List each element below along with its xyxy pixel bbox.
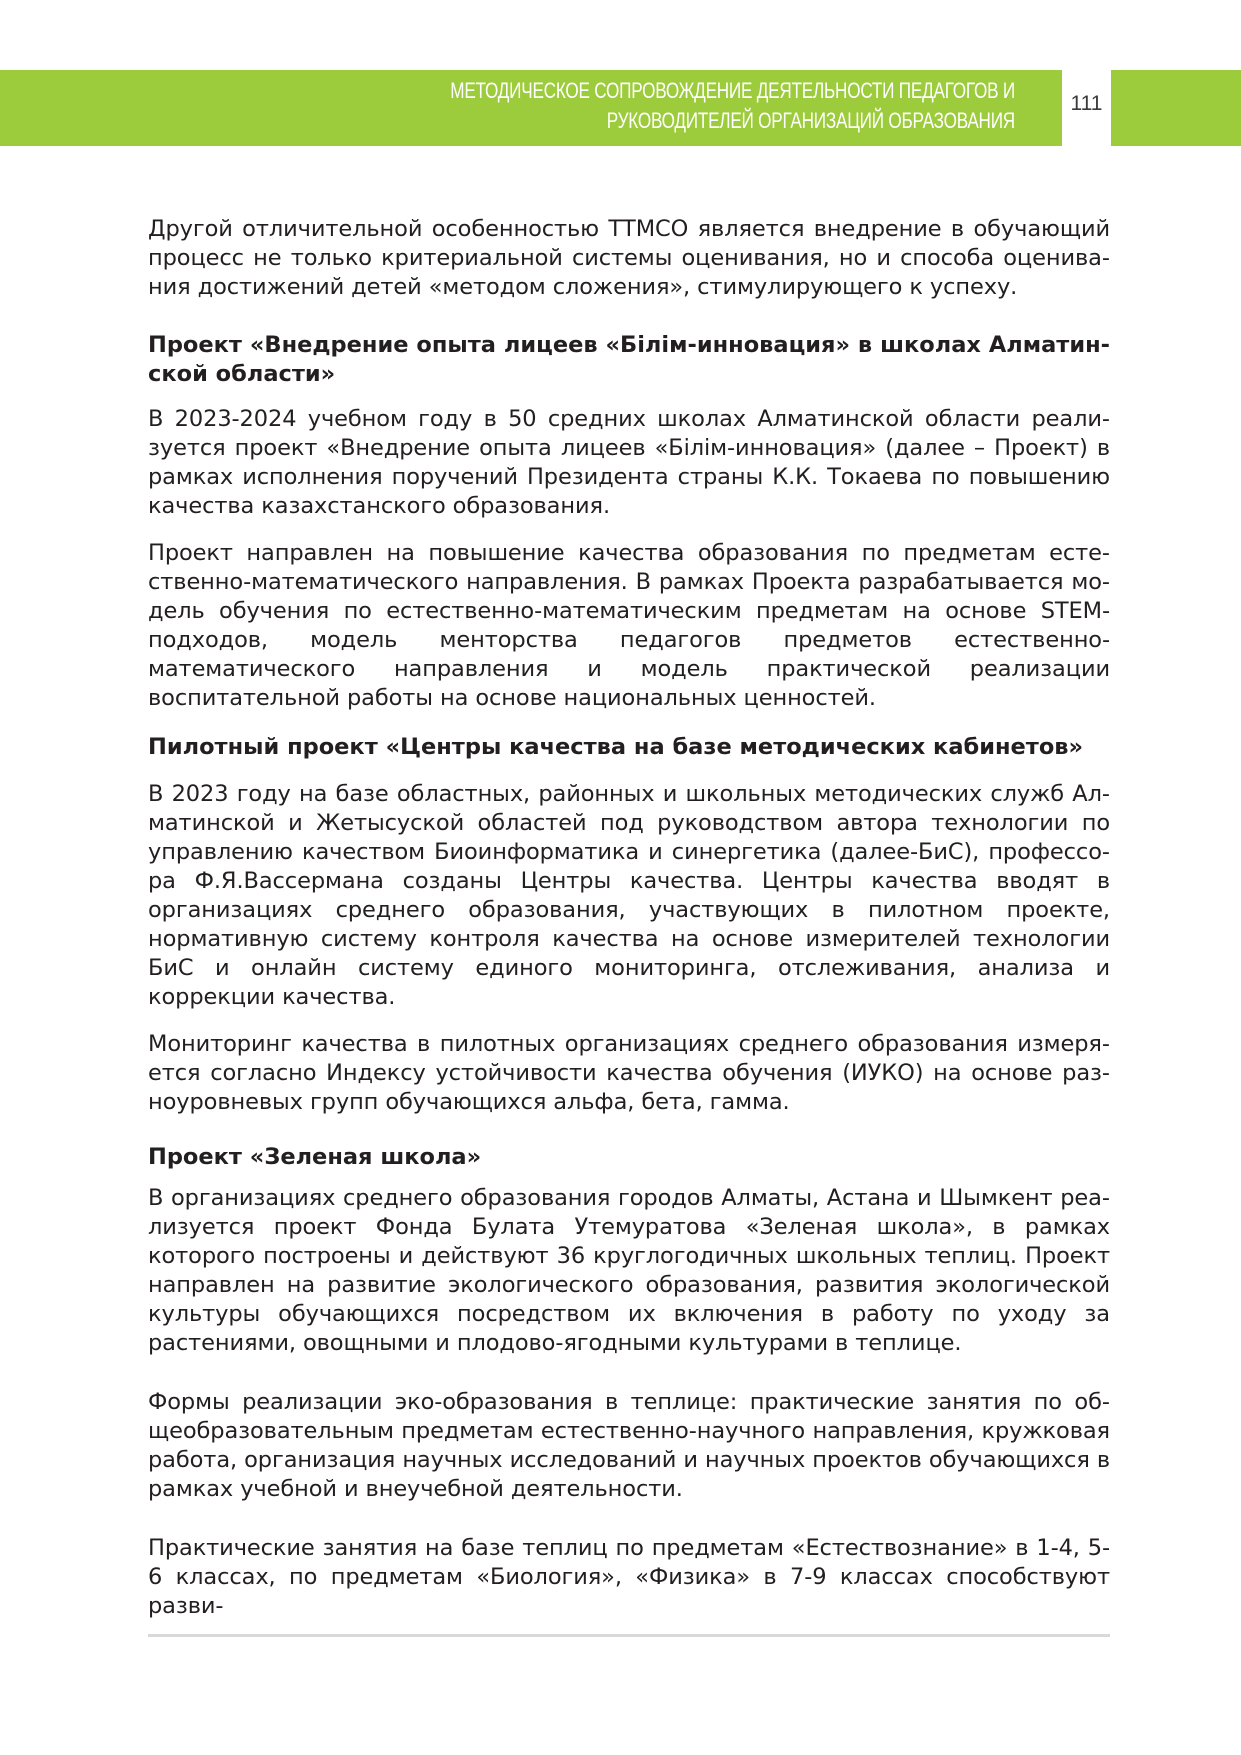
heading-green-school: Проект «Зеленая школа» [148, 1144, 482, 1170]
header-band-right [1111, 70, 1241, 146]
paragraph-project-intro: В 2023-2024 учебном году в 50 средних школах Алматинской области реализуется проект «Внедрение опыта лицеев «Білім-инновация» (далее – Проект) в рамках исполнения поручений Президента страны К.К. Токаева по повышению качества казахстанского образования. [148, 406, 1110, 519]
footer-divider [148, 1634, 1110, 1637]
paragraph-eco-education-forms: Формы реализации эко-образования в теплице: практические занятия по общеобразовательным предметам естественно-научного направления, кружковая работа, организация научных исследований и научных проектов обучающихся в рамках учебной и внеучебной деятельности. [148, 1389, 1110, 1502]
page-body [148, 215, 1110, 1621]
running-header-line-1: МЕТОДИЧЕСКОЕ СОПРОВОЖДЕНИЕ ДЕЯТЕЛЬНОСТИ ПЕДАГОГОВ И [450, 78, 1015, 103]
running-header-line-2: РУКОВОДИТЕЛЕЙ ОРГАНИЗАЦИЙ ОБРАЗОВАНИЯ [606, 108, 1015, 133]
paragraph-project-aims: Проект направлен на повышение качества образования по предметам естественно-математического направления. В рамках Проекта разрабатывается модель обучения по естественно-математическим предметам на основе STEM-подходов, модель менторства педагогов предметов естественно-математического направления и модель практической реализации воспитательной работы на основе национальных ценностей. [148, 540, 1110, 711]
paragraph-monitoring: Мониторинг качества в пилотных организациях среднего образования измеряется согласно Индексу устойчивости качества обучения (ИУКО) на основе разноуровневых групп обучающихся альфа, бета, гамма. [148, 1031, 1110, 1115]
paragraph-quality-centers: В 2023 году на базе областных, районных и школьных методических служб Алматинской и Жетысуской областей под руководством автора технологии по управлению качеством Биоинформатика и синергетика (далее-БиС), профессора Ф.Я.Вассермана созданы Центры качества. Центры качества вводят в организациях среднего образования, участвующих в пилотном проекте, нормативную систему контроля качества на основе измерителей технологии БиС и онлайн систему единого мониторинга, отслеживания, анализа и коррекции качества. [148, 781, 1110, 1010]
paragraph-practical-lessons: Практические занятия на базе теплиц по предметам «Естествознание» в 1-4, 5-6 классах, по предметам «Биология», «Физика» в 7-9 классах способствуют разви- [148, 1535, 1110, 1619]
paragraph-green-school: В организациях среднего образования городов Алматы, Астана и Шымкент реализуется проект Фонда Булата Утемуратова «Зеленая школа», в рамках которого построены и действуют 36 круглогодичных школьных теплиц. Проект направлен на развитие экологического образования, развития экологической культуры обучающихся посредством их включения в работу по уходу за растениями, овощными и плодово-ягодными культурами в теплице. [148, 1185, 1110, 1356]
paragraph-ttmso: Другой отличительной особенностью ТТМСО является внедрение в обучающий процесс не только критериальной системы оценивания, но и способа оценивания достижений детей «методом сложения», стимулирующего к успеху. [148, 216, 1110, 300]
heading-bilim-innovation: Проект «Внедрение опыта лицеев «Білім-инновация» в школах Алматинской области» [148, 332, 1110, 387]
running-header [450, 76, 1015, 136]
page-number: 111 [1070, 92, 1103, 115]
heading-quality-centers: Пилотный проект «Центры качества на базе методических кабинетов» [148, 734, 1084, 760]
